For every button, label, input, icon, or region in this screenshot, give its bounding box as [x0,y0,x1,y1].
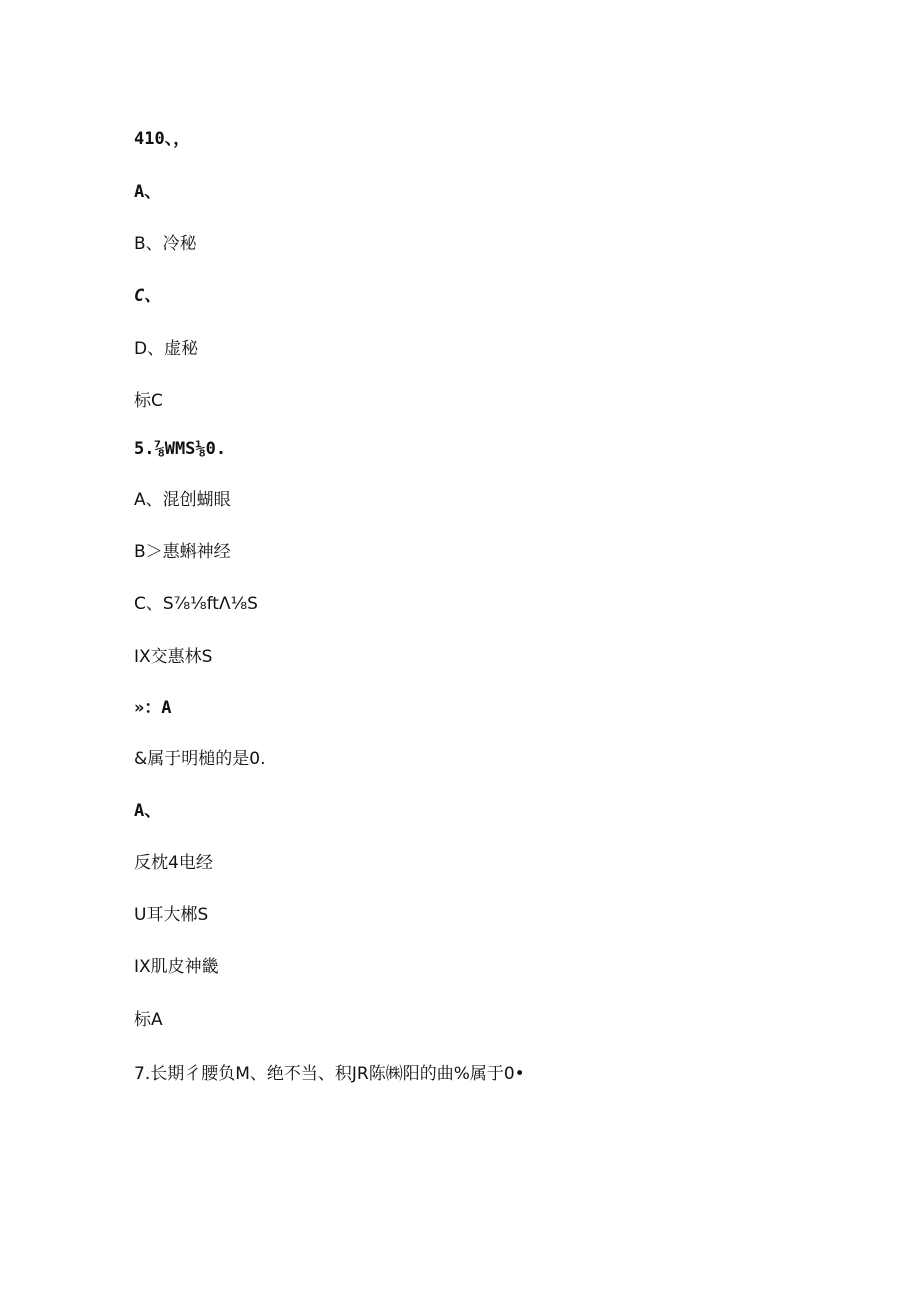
answer-line: 标C [134,391,163,411]
option-a: A、混创蝴眼 [134,490,231,510]
option-b: B＞惠蝌神经 [134,542,231,562]
option-a: A、 [134,182,162,202]
option-c: C、S⅞⅛ftΛ⅛S [134,594,258,614]
answer-line: »：A [134,698,172,718]
option-a: A、 [134,801,162,821]
option-d: D、虚秘 [134,339,199,359]
question-410-stem: 410、， [134,129,191,149]
question-7-stem: 7.长期彳腰负M、绝不当、积JR陈㈱阳的曲%属于0• [134,1064,525,1084]
option-c: U耳大郴S [134,905,209,925]
option-b: 反枕4电经 [134,853,213,873]
option-b: B、冷秘 [134,234,197,254]
option-d: IX交惠林S [134,647,213,667]
question-6-stem: &属于明槌的是0. [134,749,266,769]
option-d: IX肌皮神畿 [134,957,219,977]
question-5-stem: 5.⅞WMS⅛0. [134,439,227,459]
answer-line: 标A [134,1010,163,1030]
option-c: C、 [134,286,162,306]
